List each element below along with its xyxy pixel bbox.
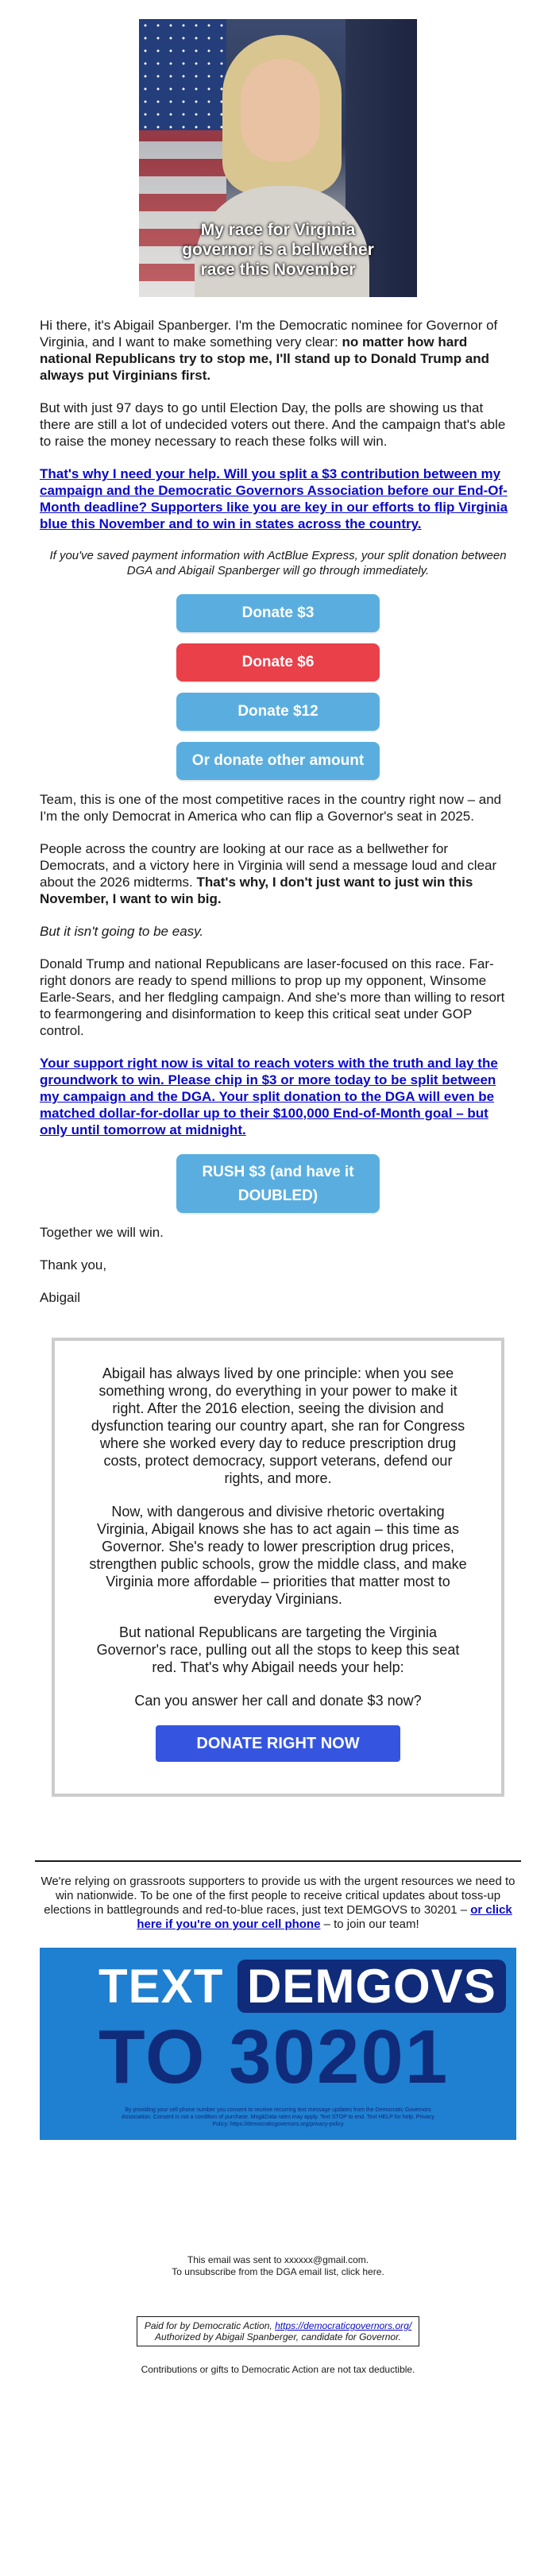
actblue-express-note: If you've saved payment information with ActBlue Express, your split donation between DGA and Abigail Spanberger will go through immediately. — [49, 549, 507, 577]
bio-ask: Can you answer her call and donate $3 now? — [134, 1693, 422, 1709]
bio-paragraph-3: But national Republicans are targeting the Virginia Governor's race, pulling out all the stops to keep this seat red. That's why Abigail needs your help: — [96, 1624, 460, 1675]
ask-paragraph — [40, 465, 516, 532]
split-contribution-link[interactable]: That's why I need your help. Will you split a $3 contribution between my campaign and the Democratic Governors Association before our End-Of-Month deadline? Supporters like you are key in our efforts to flip Virginia blue this November and to win in states across the country. — [40, 466, 508, 531]
donate-right-now-button[interactable]: DONATE RIGHT NOW — [156, 1725, 400, 1762]
competitive-paragraph: Team, this is one of the most competitive races in the country right now – and I'm the only Democrat in America who can flip a Governor's seat in 2025. — [40, 792, 502, 824]
footer-divider — [35, 1860, 521, 1862]
grassroots-paragraph: We're relying on grassroots supporters to provide us with the urgent resources we need to win nationwide. To be one of the first people to receive critical updates about toss-up elections in battlegrounds and red-to-blue races, just text DEMGOVS to 30201 – or click here if you're on your cell phone – to join our team! — [41, 1875, 515, 1931]
flag-stars — [139, 19, 226, 130]
unsubscribe-text — [0, 2266, 556, 2278]
not-easy-paragraph: But it isn't going to be easy. — [40, 924, 204, 939]
bio-box — [52, 1338, 504, 1797]
donate-6-button[interactable]: Donate $6 — [176, 643, 380, 682]
hero-image — [139, 19, 417, 297]
support-paragraph — [40, 1055, 516, 1138]
unsubscribe-link[interactable]: To unsubscribe from the DGA email list, click here. — [172, 2266, 384, 2277]
intro-paragraph: Hi there, it's Abigail Spanberger. I'm the Democratic nominee for Governor of Virginia, and I want to make something very clear: no matter how hard national Republicans try to stop me, I'll stand up to Donald Trump and always put Virginians first. — [40, 318, 498, 383]
dga-website-link[interactable]: https://democraticgovernors.org/ — [275, 2320, 412, 2331]
opponent-paragraph: Donald Trump and national Republicans are laser-focused on this race. Far-right donors are ready to spend millions to prop up my opponent, Winsome Earle-Sears, and her fledgling campaign. And she's more than willing to resort to fearmongering and disinformation to keep this critical seat under GOP control. — [40, 956, 505, 1038]
portrait-face — [241, 59, 320, 162]
donate-other-button[interactable]: Or donate other amount — [176, 742, 380, 780]
cell-phone-link[interactable]: or click here if you're on your cell phone — [137, 1903, 512, 1931]
hero-caption: My race for Virginia governor is a bellwether race this November — [182, 221, 374, 279]
donate-12-button[interactable]: Donate $12 — [176, 693, 380, 731]
chip-in-link[interactable]: Your support right now is vital to reach voters with the truth and lay the groundwork to win. Please chip in $3 or more today to be split between my campaign and the DGA. Your split donation to the DGA will even be matched dollar-for-dollar up to their $100,000 End-of-Month goal – but only until tomorrow at midnight. — [40, 1056, 498, 1137]
text-keyword-line: TEXT DEMGOVS — [98, 1962, 506, 2011]
email-body — [40, 19, 516, 1306]
text-demgovs-banner[interactable] — [40, 1948, 516, 2140]
sent-to-text: This email was sent to xxxxxx@gmail.com. — [187, 2254, 369, 2265]
text-number-line: TO 30201 — [98, 2014, 450, 2099]
polls-paragraph: But with just 97 days to go until Election Day, the polls are showing us that there are still a lot of undecided voters out there. And the campaign that's able to raise the money necessary to reach these folks will win. — [40, 400, 506, 449]
donate-3-button[interactable]: Donate $3 — [176, 594, 380, 632]
paid-for-disclaimer: Paid for by Democratic Action, https://democraticgovernors.org/ Authorized by Abigail Spanberger, candidate for Governor. — [137, 2316, 419, 2346]
bio-paragraph-1: Abigail has always lived by one principle: when you see something wrong, do everything in your power to make it right. After the 2016 election, seeing the division and dysfunction tearing our country apart, she ran for Congress where she worked every day to reduce prescription drug costs, protect democracy, support veterans, defend our rights, and more. — [91, 1365, 465, 1486]
together-text: Together we will win. — [40, 1225, 164, 1240]
sms-fine-print: By providing your cell phone number you consent to receive recurring text message updates from the Democratic Governors Association. Consent is not a condition of purchase. Msg&Data rates may apply. Text STOP to end. Text HELP for help. Privacy Policy: https://democraticgovernors.org/privacy-policy — [122, 2107, 434, 2127]
signature-text: Abigail — [40, 1290, 81, 1305]
bio-paragraph-2: Now, with dangerous and divisive rhetoric overtaking Virginia, Abigail knows she has to act again – this time as Governor. She's ready to lower prescription drug prices, strengthen public schools, grow the middle class, and make Virginia more affordable – priorities that matter most to everyday Virginians. — [89, 1504, 467, 1607]
bellwether-paragraph: People across the country are looking at our race as a bellwether for Democrats, and a victory here in Virginia will send a message loud and clear about the 2026 midterms. That's why, I don't just want to just win this November, I want to win big. — [40, 841, 497, 906]
rush-donation-button[interactable]: RUSH $3 (and have it DOUBLED) — [176, 1154, 380, 1213]
thank-you-text: Thank you, — [40, 1257, 107, 1273]
tax-deductible-note: Contributions or gifts to Democratic Action are not tax deductible. — [141, 2364, 415, 2375]
